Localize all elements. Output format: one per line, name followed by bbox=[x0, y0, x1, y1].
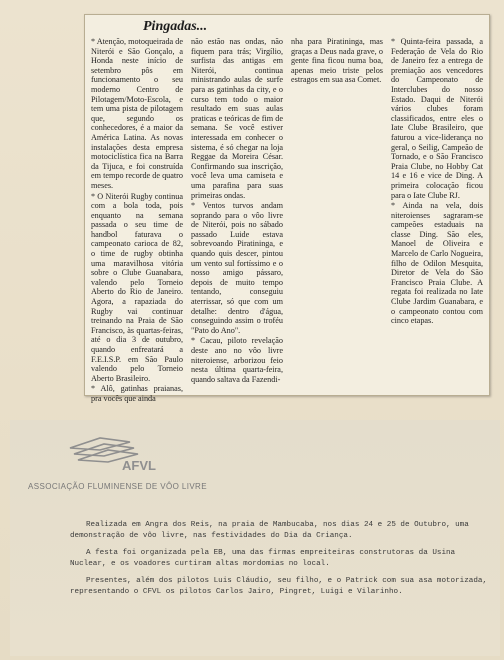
org-name: ASSOCIAÇÃO FLUMINENSE DE VÔO LIVRE bbox=[28, 482, 207, 491]
letterhead-document bbox=[10, 420, 500, 656]
clipping-column-4 bbox=[391, 37, 483, 389]
clipping-title: Pingadas... bbox=[143, 19, 208, 34]
clipping-columns bbox=[91, 37, 483, 403]
article-paragraph: * Ainda na vela, dois niteroienses sagraram-se campeões estaduais na classe Ding. São eles, Manoel de Oliveira e Marcelo de Carlo Nogueira, filho de Odilon Mesquita, Diretor de Vela do São Francisco Praia Clube. A regata foi realizada no Iate Clube Jardim Guanabara, e o campeonato contou com cinco etapas. bbox=[391, 201, 483, 326]
article-paragraph: nha para Piratininga, mas graças a Deus nada grave, o gente fina ficou numa boa, apenas meio triste pelos estragos em sua asa Comet. bbox=[291, 37, 383, 85]
article-paragraph: * Atenção, motoqueirada de Niterói e São Gonçalo, a Honda neste início de setembro pôs em funcionamento o seu moderno Centro de Pilotagem/Moto-Escola, e tem uma pista de pilotagem que, segundo os conhecedores, é a maior da América Latina. As novas instalações desta empresa motociclística fica na Barra da Tijuca, e foi construída em tempo recorde de quatro meses. bbox=[91, 37, 183, 190]
letter-paragraph: Realizada em Angra dos Reis, na praia de Mambucaba, nos dias 24 e 25 de Outubro, uma demonstração de vôo livre, nas festividades do Dia da Criança. bbox=[70, 521, 469, 540]
clipping-column-1 bbox=[91, 37, 183, 403]
letter-paragraph: Presentes, além dos pilotos Luis Cláudio, seu filho, e o Patrick com sua asa motorizada, representando o CFVL os pilotos Carlos Jairo, Pingret, Luigi e Vilarinho. bbox=[70, 577, 488, 596]
newspaper-clipping bbox=[84, 14, 490, 403]
letter-paragraph: A festa foi organizada pela EB, uma das firmas empreiteiras construtoras da Usina Nuclear, e os voadores curtiram altas mordomias no local. bbox=[70, 549, 456, 568]
article-paragraph: * Alô, gatinhas praianas, pra vocês que ainda bbox=[91, 384, 183, 403]
afvl-logo bbox=[60, 434, 170, 474]
article-paragraph: * Ventos turvos andam soprando para o vôo livre de Niterói, pois no sábado passado Luide estava sobrevoando Piratininga, e quando quis descer, pintou um vento sul fortíssimo e o nosso amigo pássaro, depois de muito tempo tentando, conseguiu aterrissar, só que com um detalhe: dentro d'água, conseguindo assim o troféu "Pato do Ano". bbox=[191, 201, 283, 335]
article-paragraph: * Quinta-feira passada, a Federação de Vela do Rio de Janeiro fez a entrega de premiação aos vencedores do Campeonato de Interclubes do nosso Estado. Daqui de Niterói vários clubes foram classificados, entre eles o Iate Clube Brasileiro, que faturou a vice-liderança no geral, o Seilig, Campeão de Tornado, e o São Francisco Praia Clube, no Hobby Cat 14 e 16 e vice de Ding. A primeira colocação ficou para o Iate Clube RJ. bbox=[391, 37, 483, 200]
clipping-column-3 bbox=[291, 37, 383, 389]
article-paragraph: não estão nas ondas, não fiquem para trás; Virgílio, surfista das antigas em Niterói, continua ministrando aulas de surfe para as gatinhas da city, e o curso tem todo o maior resultado em suas aulas praticas e teóricas de fim de semana. Se você estiver interessada em conhecer o sistema, é só chegar na loja Reggae da Moreira César. Confirmando sua inscrição, você leva uma camiseta e uma parafina para suas primeiras ondas. bbox=[191, 37, 283, 200]
clipping-column-2 bbox=[191, 37, 283, 389]
article-paragraph: * Cacau, piloto revelação deste ano no vôo livre niteroiense, arborizou feio nesta última quarta-feira, quando saltava da Fazendi- bbox=[191, 336, 283, 384]
letter-body bbox=[70, 520, 496, 604]
logo-letters: AFVL bbox=[122, 458, 156, 473]
article-paragraph: * O Niterói Rugby continua com a bola toda, pois enquanto na semana passada o seu time de handbol faturava o campeonato carioca de 82, o time de rugby obtinha uma maravilhosa vitória sobre o Clube Guanabara, valendo pelo Torneio Aberto do Rio de Janeiro. Agora, a rapaziada do Rugby vai continuar treinando na Praia de São Francisco, às quartas-feiras, até o dia 3 de outubro, quando enfreatará a F.E.I.S.P. em São Paulo valendo pelo Torneio Aberto Brasileiro. bbox=[91, 191, 183, 383]
